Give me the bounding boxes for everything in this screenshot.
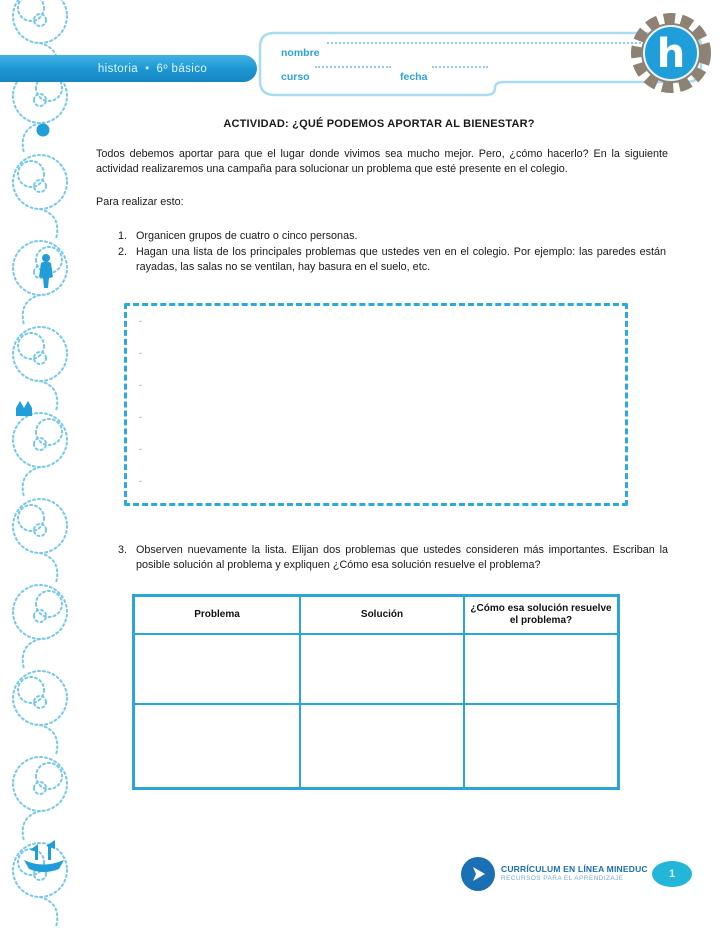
intro-paragraph: Todos debemos aportar para que el lugar donde vivimos sea mucho mejor. Pero, ¿cómo hacerlo? En la siguiente actividad realizaremos una campaña para solucionar un problema que esté presente en el colegio.	[96, 148, 668, 175]
cell-como-1	[464, 634, 619, 704]
logo-text-line2: RECURSOS PARA EL APRENDIZAJE	[501, 875, 624, 882]
page-number: 1	[668, 868, 676, 880]
logo-text-line1: CURRÍCULUM EN LÍNEA MINEDUC	[501, 864, 648, 874]
scroll-border-ornament	[0, 0, 80, 933]
step-3	[118, 543, 668, 573]
header-como-resuelve: ¿Cómo esa solución resuelve el problema?	[464, 596, 619, 635]
intro-lead-in: Para realizar esto:	[96, 196, 184, 208]
step-1-number: 1.	[118, 230, 128, 242]
header-problema: Problema	[134, 596, 301, 635]
step-2-text: Hagan una lista de los principales problemas que ustedes ven en el colegio. Por ejemplo: las paredes están rayadas, las salas no se ventilan, hay basura en el suelo, etc.	[136, 246, 666, 273]
step-2-number: 2.	[118, 246, 128, 258]
crown-icon	[16, 401, 32, 416]
dot-accent-icon	[37, 124, 50, 137]
bullet-marker: -	[139, 476, 142, 486]
cell-problema-2	[134, 704, 301, 789]
person-figure-icon	[39, 254, 53, 288]
problems-list-box	[124, 303, 628, 506]
step-3-text: Observen nuevamente la lista. Elijan dos problemas que ustedes consideren más importantes. Escriban la posible solución al problema y expliquen ¿Cómo esa solución resuelve el problema?	[136, 544, 668, 571]
header-solucion: Solución	[300, 596, 464, 635]
date-fill-line	[432, 66, 488, 68]
activity-title: ACTIVIDAD: ¿QUÉ PODEMOS APORTAR AL BIENESTAR?	[223, 118, 535, 130]
step-2	[118, 245, 666, 275]
name-field-label: nombre	[281, 47, 320, 59]
date-field-label: fecha	[400, 71, 428, 83]
logo-letter: h	[656, 31, 686, 77]
bullet-marker: -	[139, 412, 142, 422]
cell-solucion-2	[300, 704, 464, 789]
bullet-marker: -	[139, 348, 142, 358]
bullet-marker: -	[139, 316, 142, 326]
subject-grade-pill	[0, 55, 257, 82]
play-arrow-icon	[461, 857, 495, 891]
separator-dot: •	[145, 62, 150, 75]
page-number-badge	[652, 861, 692, 887]
curriculum-en-linea-logo	[461, 857, 648, 891]
table-row	[134, 704, 619, 789]
cell-solucion-1	[300, 634, 464, 704]
cell-como-2	[464, 704, 619, 789]
course-fill-line	[315, 66, 391, 68]
problem-solution-table	[132, 594, 620, 790]
cell-problema-1	[134, 634, 301, 704]
course-field-label: curso	[281, 71, 310, 83]
table-row	[134, 634, 619, 704]
grade-label: 6º básico	[156, 62, 208, 75]
step-3-number: 3.	[118, 544, 128, 556]
table-header-row	[134, 596, 619, 635]
bullet-marker: -	[139, 380, 142, 390]
step-1	[118, 229, 666, 244]
subject-label: historia	[97, 62, 139, 75]
history-gear-logo	[628, 10, 714, 96]
step-1-text: Organicen grupos de cuatro o cinco personas.	[136, 230, 358, 242]
bullet-marker: -	[139, 444, 142, 454]
